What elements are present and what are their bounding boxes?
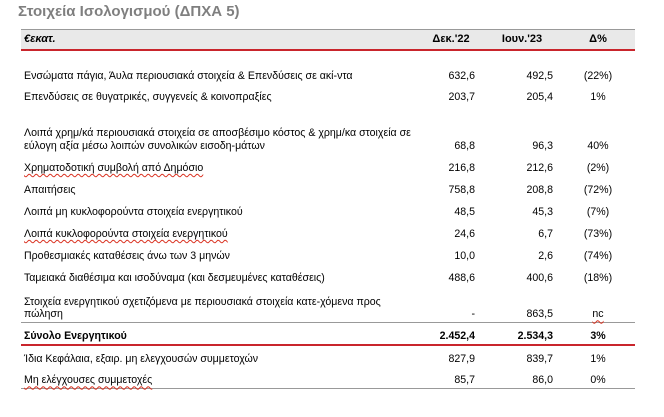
value-dec22: 488,6 <box>448 271 475 284</box>
value-delta: (72%) <box>583 183 613 196</box>
total-jun23: 2.534,3 <box>483 323 561 345</box>
table-row <box>21 345 635 367</box>
table-row <box>21 220 635 242</box>
column-header-unit: €εκατ. <box>21 30 419 50</box>
value-jun23: 400,6 <box>526 271 553 284</box>
value-dec22: 10,0 <box>454 249 475 262</box>
value-jun23: 208,8 <box>526 183 553 196</box>
row-label: Λοιπά κυκλοφορούντα στοιχεία ενεργητικού <box>24 227 228 240</box>
column-header-delta: Δ% <box>561 30 635 50</box>
row-label: Μη ελέγχουσες συμμετοχές <box>21 367 419 389</box>
column-header-dec22: Δεκ.'22 <box>419 30 483 50</box>
value-jun23: 86,0 <box>483 367 561 389</box>
value-jun23: 492,5 <box>526 69 553 82</box>
value-jun23: 2,6 <box>538 249 553 262</box>
total-row <box>21 323 635 345</box>
table-row <box>21 50 635 84</box>
total-label: Σύνολο Ενεργητικού <box>21 323 419 345</box>
value-dec22: 758,8 <box>448 183 475 196</box>
row-label: Προθεσμιακές καταθέσεις άνω των 3 μηνών <box>24 249 230 262</box>
value-dec22: 85,7 <box>419 367 483 389</box>
row-label: Στοιχεία ενεργητικού σχετιζόμενα με περιουσιακά στοιχεία κατε-χόμενα προς πώληση <box>24 295 381 321</box>
row-label: Λοιπά μη κυκλοφορούντα στοιχεία ενεργητικού <box>24 205 243 218</box>
value-delta: nc <box>592 308 604 321</box>
row-label: Επενδύσεις σε θυγατρικές, συγγενείς & κοινοπραξίες <box>24 90 272 103</box>
value-jun23: 6,7 <box>538 227 553 240</box>
balance-sheet-table <box>21 29 635 389</box>
total-delta: 3% <box>561 323 635 345</box>
table-row <box>21 286 635 323</box>
value-delta: (7%) <box>586 205 610 218</box>
row-label: Ενσώματα πάγια, Άυλα περιουσιακά στοιχεία & Επενδύσεις σε ακί-ντα <box>24 69 353 82</box>
value-dec22: 216,8 <box>448 161 475 174</box>
value-jun23: 863,5 <box>526 308 553 321</box>
value-dec22: 48,5 <box>454 205 475 218</box>
total-dec22: 2.452,4 <box>419 323 483 345</box>
value-delta: (18%) <box>583 271 613 284</box>
value-dec22: 827,9 <box>448 352 475 365</box>
table-row <box>21 264 635 286</box>
row-label: Απαιτήσεις <box>24 183 76 196</box>
value-dec22: 24,6 <box>454 227 475 240</box>
value-delta: (74%) <box>583 249 613 262</box>
table-row <box>21 84 635 105</box>
table-row <box>21 198 635 220</box>
value-jun23: 205,4 <box>526 90 553 103</box>
table-row <box>21 105 635 154</box>
table-row <box>21 154 635 176</box>
value-jun23: 45,3 <box>532 205 553 218</box>
value-delta: 40% <box>587 139 609 152</box>
value-jun23: 96,3 <box>532 139 553 152</box>
table-row <box>21 367 635 389</box>
value-delta: 1% <box>590 90 606 103</box>
row-label: Λοιπά χρημ/κά περιουσιακά στοιχεία σε αποσβέσιμο κόστος & χρημ/κα στοιχεία σε εύλογη αξία μέσω λοιπών συνολικών εισοδη-μάτων <box>24 127 411 152</box>
value-delta: (73%) <box>583 227 613 240</box>
table-header-row <box>21 30 635 50</box>
value-delta: 1% <box>590 352 606 365</box>
table-row <box>21 176 635 198</box>
value-dec22: 68,8 <box>454 139 475 152</box>
row-label: Χρηματοδοτική συμβολή από Δημόσιο <box>24 161 204 174</box>
value-jun23: 212,6 <box>526 161 553 174</box>
table-row <box>21 242 635 264</box>
value-jun23: 839,7 <box>526 352 553 365</box>
value-delta: (22%) <box>583 69 613 82</box>
value-delta: (2%) <box>586 161 610 174</box>
page-title: Στοιχεία Ισολογισμού (ΔΠΧΑ 5) <box>18 3 240 20</box>
row-label: Ίδια Κεφάλαια, εξαιρ. μη ελεγχουσών συμμετοχών <box>24 352 259 365</box>
value-dec22: 203,7 <box>448 90 475 103</box>
value-dec22: - <box>471 308 475 321</box>
column-header-jun23: Ιουν.'23 <box>483 30 561 50</box>
value-dec22: 632,6 <box>448 69 475 82</box>
row-label: Ταμειακά διαθέσιμα και ισοδύναμα (και δεσμευμένες καταθέσεις) <box>24 271 325 284</box>
value-delta: 0% <box>561 367 635 389</box>
